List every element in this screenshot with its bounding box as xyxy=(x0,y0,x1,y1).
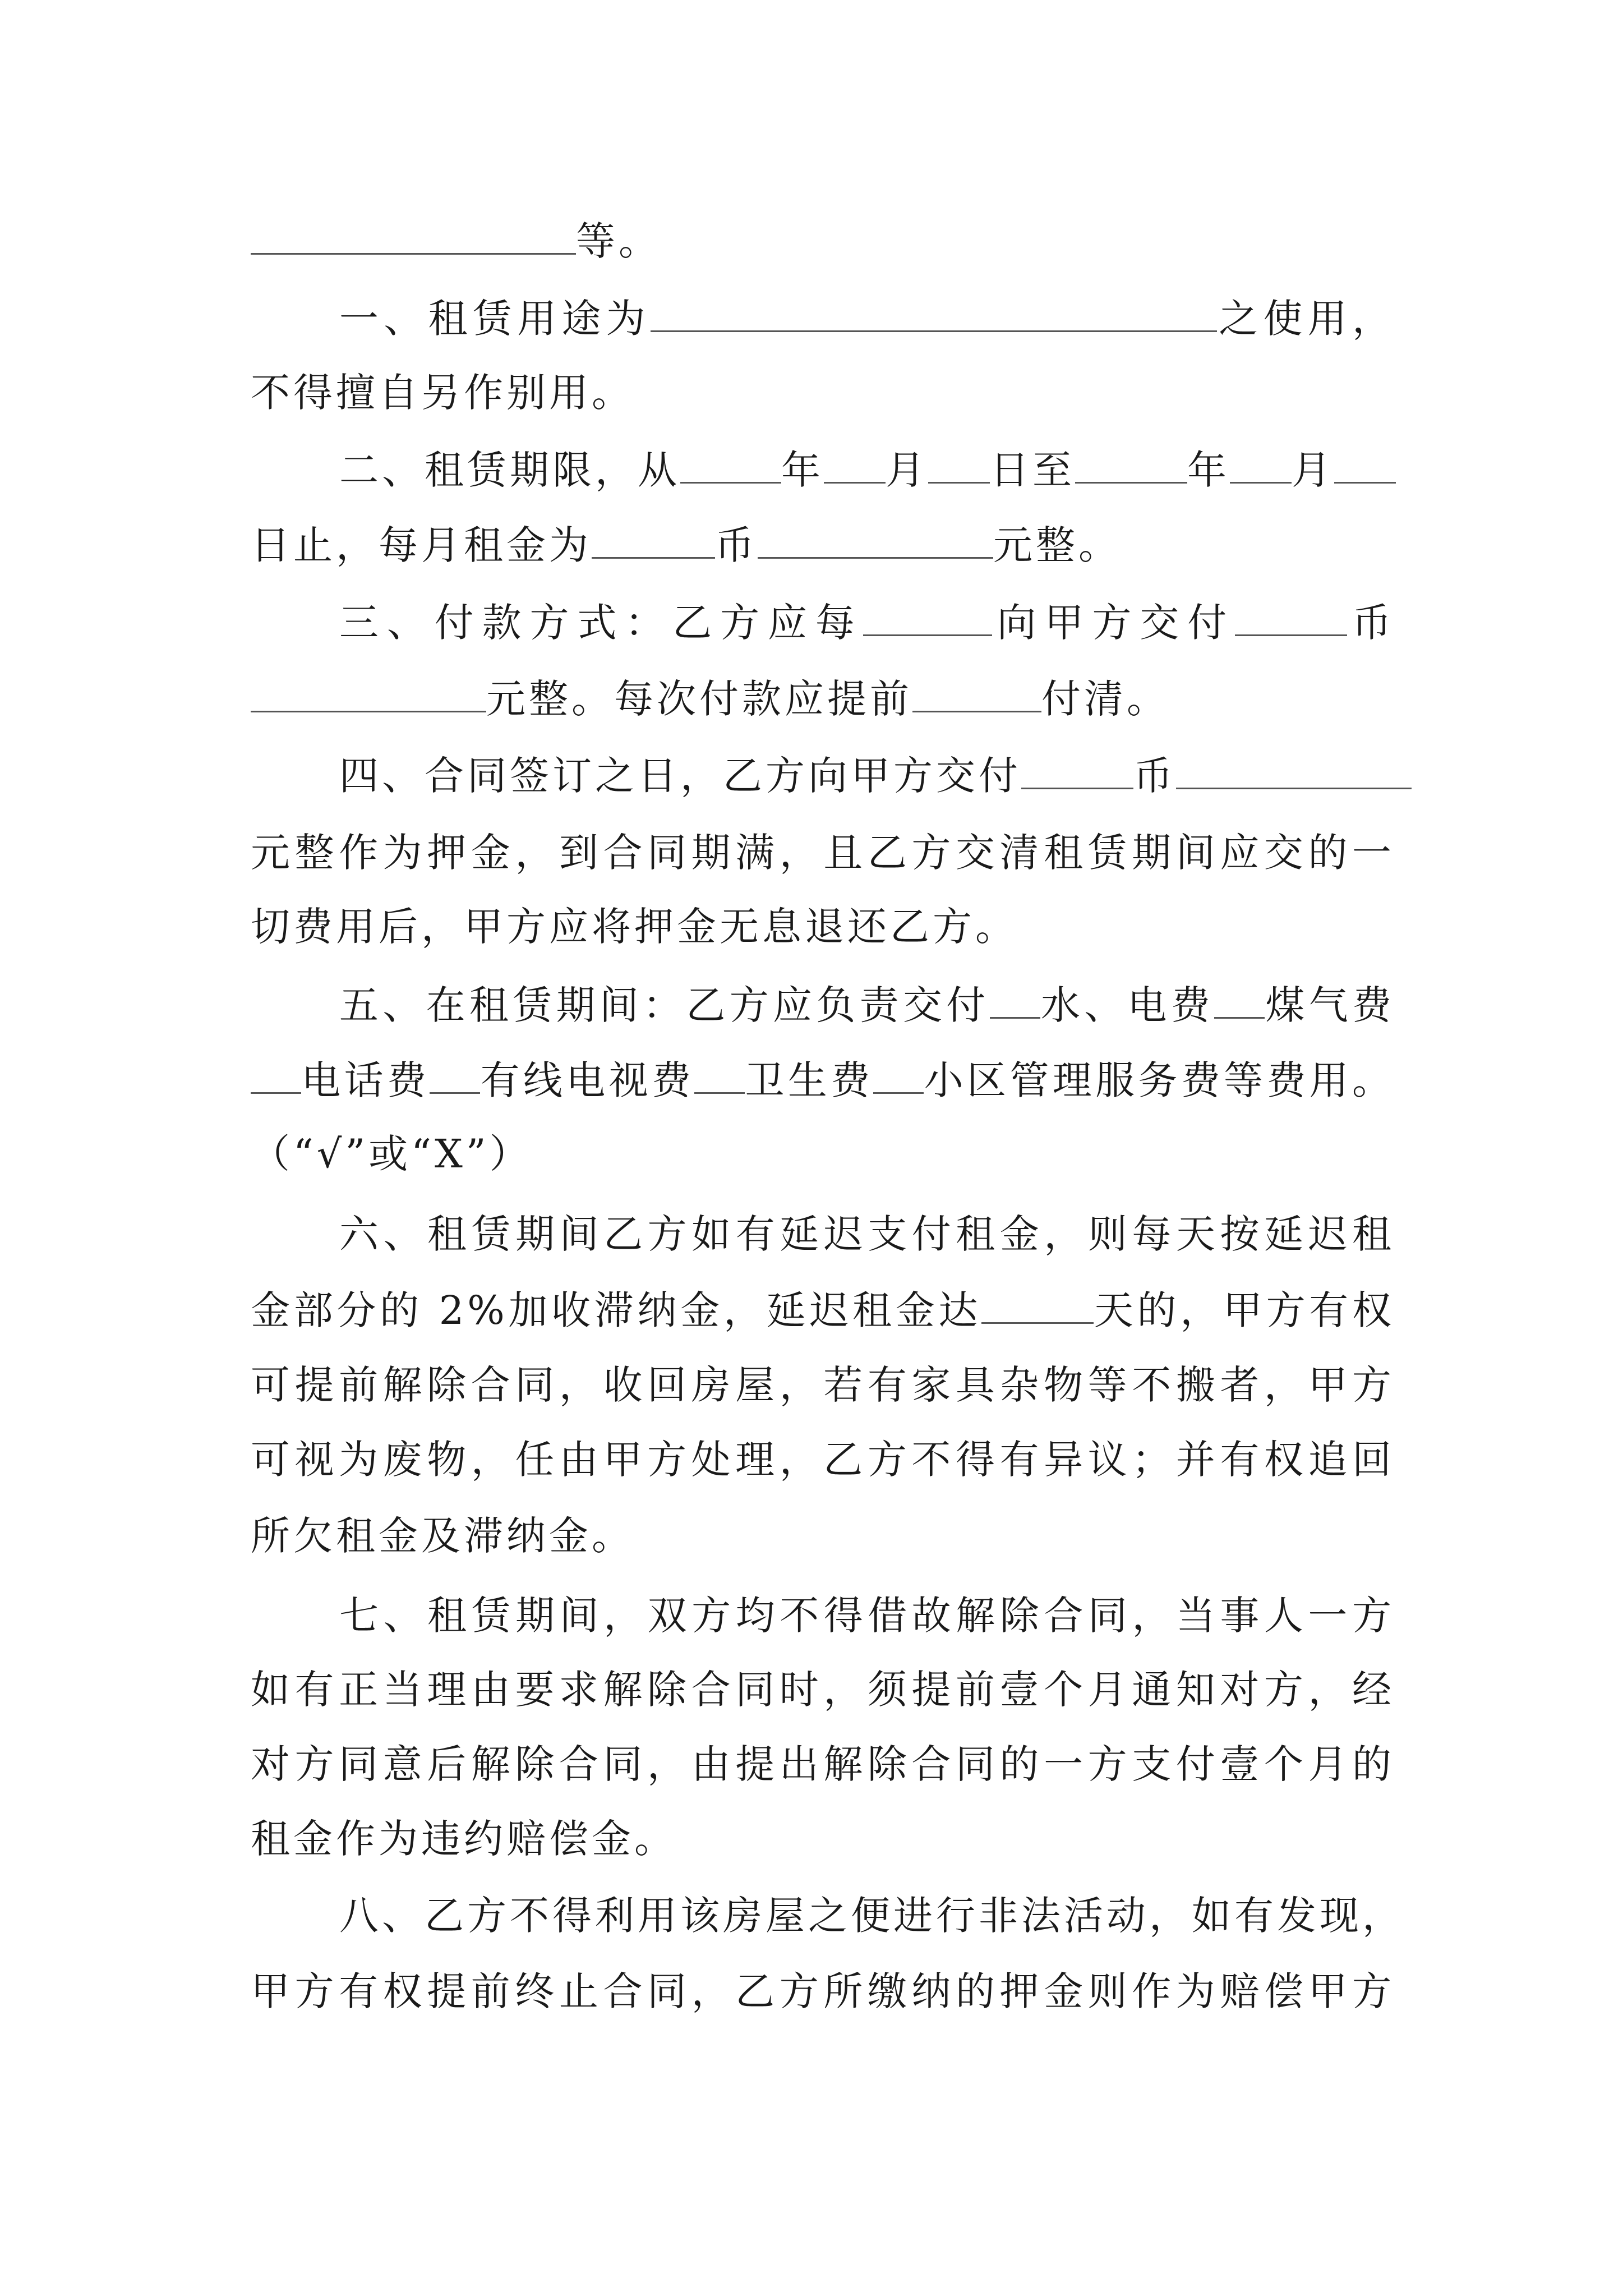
text-line xyxy=(339,1582,1395,1649)
fill-in-blank xyxy=(251,1059,301,1094)
text-segment: 天的，甲方有权 xyxy=(1094,1287,1395,1333)
text-segment: 年 xyxy=(1187,447,1230,493)
text-segment: 三、付款方式：乙方应每 xyxy=(339,600,863,646)
text-segment: 元整。 xyxy=(993,522,1121,568)
text-line xyxy=(251,1656,1395,1723)
fill-in-blank xyxy=(928,448,990,484)
text-line xyxy=(251,208,1395,275)
text-line xyxy=(251,1277,1395,1344)
text-segment: 有线电视费 xyxy=(480,1057,695,1103)
fill-in-blank xyxy=(592,523,715,559)
text-segment: 币 xyxy=(1347,600,1395,646)
text-segment: 月 xyxy=(886,447,928,493)
text-line xyxy=(251,1047,1395,1114)
fill-in-blank xyxy=(1235,601,1347,636)
text-line xyxy=(251,1502,1395,1570)
fill-in-blank xyxy=(912,677,1041,712)
text-segment: 月 xyxy=(1292,447,1334,493)
text-segment: （“√”或“X”） xyxy=(251,1131,532,1177)
fill-in-blank xyxy=(824,448,886,484)
text-line xyxy=(251,893,1395,960)
text-segment: 所欠租金及滞纳金。 xyxy=(251,1513,634,1559)
fill-in-blank xyxy=(873,1059,924,1094)
text-segment: 租金作为违约赔偿金。 xyxy=(251,1816,677,1862)
text-segment: 日止，每月租金为 xyxy=(251,522,592,568)
text-segment: 七、租赁期间，双方均不得借故解除合同，当事人一方 xyxy=(339,1593,1395,1639)
text-segment: 日至 xyxy=(990,447,1075,493)
text-segment: 八、乙方不得利用该房屋之便进行非法活动，如有发现， xyxy=(339,1893,1405,1939)
fill-in-blank xyxy=(251,219,576,255)
fill-in-blank xyxy=(758,523,993,559)
fill-in-blank xyxy=(1214,983,1265,1019)
text-line xyxy=(251,1958,1395,2025)
text-segment: 一、租赁用途为 xyxy=(339,296,651,342)
fill-in-blank xyxy=(1334,448,1396,484)
text-segment: 如有正当理由要求解除合同时，须提前壹个月通知对方，经 xyxy=(251,1667,1395,1713)
text-segment: 可提前解除合同，收回房屋，若有家具杂物等不搬者，甲方 xyxy=(251,1362,1395,1408)
fill-in-blank xyxy=(1176,754,1412,789)
fill-in-blank xyxy=(430,1059,480,1094)
text-segment: 年 xyxy=(781,447,824,493)
text-line xyxy=(339,972,1395,1039)
text-line xyxy=(251,1120,1395,1188)
text-segment: 小区管理服务费等费用。 xyxy=(924,1057,1395,1103)
text-segment: 对方同意后解除合同，由提出解除合同的一方支付壹个月的 xyxy=(251,1741,1395,1787)
text-line xyxy=(251,359,1395,426)
fill-in-blank xyxy=(251,677,486,712)
text-segment: 不得擅自另作别用。 xyxy=(251,370,634,416)
text-line xyxy=(251,1426,1395,1493)
fill-in-blank xyxy=(694,1059,745,1094)
text-line xyxy=(251,1731,1395,1798)
text-line xyxy=(339,285,1395,352)
text-segment: 币 xyxy=(1133,753,1176,799)
text-line xyxy=(339,742,1395,809)
text-segment: 可视为废物，任由甲方处理，乙方不得有异议；并有权追回 xyxy=(251,1437,1395,1483)
text-segment: 五、在租赁期间：乙方应负责交付 xyxy=(339,982,990,1028)
text-line xyxy=(339,1200,1395,1268)
fill-in-blank xyxy=(981,1289,1094,1324)
text-segment: 付清。 xyxy=(1041,676,1169,722)
fill-in-blank xyxy=(651,297,1217,332)
fill-in-blank xyxy=(990,983,1040,1019)
text-segment: 二、租赁期限，从 xyxy=(339,447,680,493)
fill-in-blank xyxy=(863,601,992,636)
text-segment: 之使用， xyxy=(1216,296,1395,342)
text-segment: 卫生费 xyxy=(745,1057,874,1103)
text-segment: 煤气费 xyxy=(1265,982,1395,1028)
text-segment: 币 xyxy=(715,522,758,568)
text-line xyxy=(339,1882,1405,1949)
text-line xyxy=(251,1805,1395,1872)
text-segment: 四、合同签订之日，乙方向甲方交付 xyxy=(339,753,1021,799)
text-line xyxy=(339,589,1395,656)
text-segment: 甲方有权提前终止合同，乙方所缴纳的押金则作为赔偿甲方 xyxy=(251,1968,1395,2014)
text-segment: 元整作为押金，到合同期满，且乙方交清租赁期间应交的一 xyxy=(251,830,1395,876)
text-line xyxy=(251,665,1395,733)
text-segment: 元整。每次付款应提前 xyxy=(486,676,912,722)
text-line xyxy=(251,819,1395,886)
text-segment: 水、电费 xyxy=(1040,982,1215,1028)
text-line xyxy=(339,436,1395,504)
text-segment: 切费用后，甲方应将押金无息退还乙方。 xyxy=(251,904,1018,950)
fill-in-blank xyxy=(1075,448,1187,484)
fill-in-blank xyxy=(680,448,781,484)
text-segment: 等。 xyxy=(576,218,661,264)
fill-in-blank xyxy=(1021,754,1133,789)
text-segment: 六、租赁期间乙方如有延迟支付租金，则每天按延迟租 xyxy=(339,1211,1395,1257)
text-line xyxy=(251,1351,1395,1419)
text-segment: 向甲方交付 xyxy=(992,600,1235,646)
text-segment: 金部分的 2%加收滞纳金，延迟租金达 xyxy=(251,1287,982,1333)
fill-in-blank xyxy=(1230,448,1292,484)
text-line xyxy=(251,512,1395,579)
text-segment: 电话费 xyxy=(301,1057,430,1103)
